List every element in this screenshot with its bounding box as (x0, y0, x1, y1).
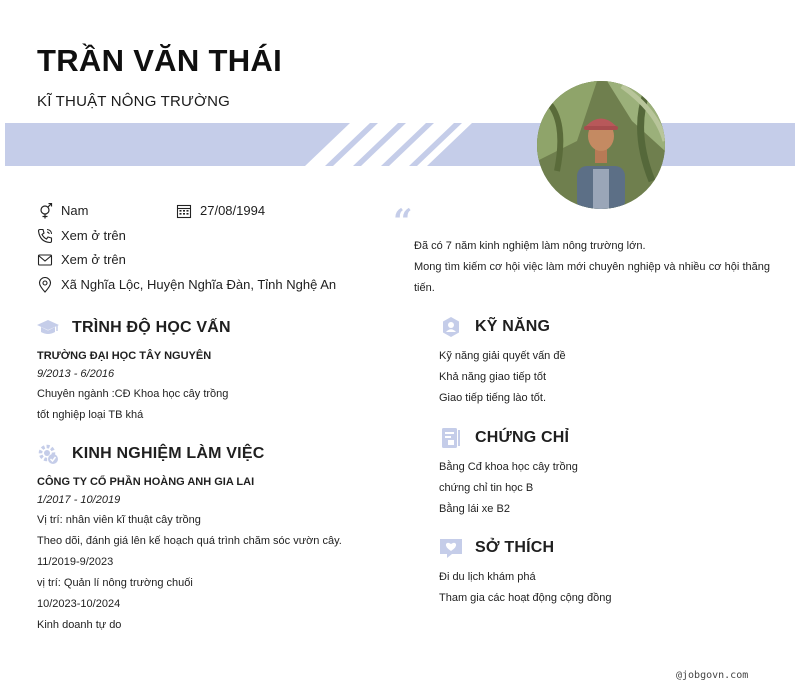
gear-check-icon (36, 442, 60, 466)
graduation-cap-icon (36, 316, 60, 340)
calendar-icon (175, 202, 192, 219)
email-icon (36, 251, 53, 268)
hobby-item: Đi du lịch khám phá (439, 571, 536, 583)
career-summary (414, 236, 770, 299)
experience-detail: 11/2019-9/2023 (37, 556, 114, 568)
birthday-value: 27/08/1994 (200, 203, 266, 218)
user-badge-icon (439, 315, 463, 339)
experience-detail: Vị trí: nhân viên kĩ thuật cây trồng (37, 514, 201, 526)
skill-item: Giao tiếp tiếng lào tốt. (439, 392, 547, 404)
watermark: @jobgovn.com (676, 670, 749, 681)
hobbies-heading (439, 536, 554, 560)
phone-value: Xem ở trên (61, 228, 126, 243)
certificates-heading (439, 426, 569, 450)
summary-line: Mong tìm kiếm cơ hội việc làm mới chuyên nghiệp và nhiều cơ hội thăng tiến. (414, 261, 770, 294)
hobbies-list (439, 567, 611, 609)
company-name: CÔNG TY CỔ PHẦN HOÀNG ANH GIA LAI (37, 476, 255, 488)
job-title: KĨ THUẬT NÔNG TRƯỜNG (37, 93, 231, 110)
experience-detail: vị trí: Quản lí nông trường chuối (37, 577, 193, 589)
contact-phone (36, 227, 126, 244)
skill-item: Kỹ năng giải quyết vấn đề (439, 350, 566, 362)
summary-line: Đã có 7 năm kinh nghiệm làm nông trường lớn. (414, 240, 646, 252)
contact-birthday (175, 202, 265, 219)
hobbies-title: SỞ THÍCH (475, 539, 555, 556)
gender-icon (36, 202, 53, 219)
quote-icon: “ (393, 202, 413, 242)
experience-detail: Kinh doanh tự do (37, 619, 122, 631)
education-detail: tốt nghiệp loại TB khá (37, 409, 144, 421)
skills-list (439, 346, 566, 409)
band-stripes (5, 123, 795, 166)
location-icon (36, 276, 53, 293)
phone-icon (36, 227, 53, 244)
contact-gender (36, 202, 88, 219)
experience-entry (37, 474, 377, 636)
heart-chat-icon (439, 536, 463, 560)
certificate-icon (439, 426, 463, 450)
gender-value: Nam (61, 203, 89, 218)
certificates-title: CHỨNG CHỈ (475, 429, 570, 446)
education-entry (37, 348, 377, 426)
education-heading (36, 316, 231, 340)
header-band (5, 123, 795, 166)
experience-heading (36, 442, 264, 466)
profile-photo (537, 81, 665, 209)
education-title: TRÌNH ĐỘ HỌC VẤN (72, 319, 231, 336)
skills-title: KỸ NĂNG (475, 318, 551, 335)
skill-item: Khả năng giao tiếp tốt (439, 371, 547, 383)
experience-period: 1/2017 - 10/2019 (37, 494, 121, 506)
address-value: Xã Nghĩa Lộc, Huyện Nghĩa Đàn, Tỉnh Nghệ An (61, 277, 337, 292)
experience-detail: Theo dõi, đánh giá lên kế hoạch quá trình chăm sóc vườn cây. (37, 535, 342, 547)
certificate-item: chứng chỉ tin học B (439, 482, 534, 494)
hobby-item: Tham gia các hoạt động cộng đồng (439, 592, 612, 604)
email-value: Xem ở trên (61, 252, 126, 267)
contact-email (36, 251, 126, 268)
experience-detail: 10/2023-10/2024 (37, 598, 121, 610)
certificate-item: Bằng Cđ khoa học cây trồng (439, 461, 578, 473)
school-name: TRƯỜNG ĐẠI HỌC TÂY NGUYÊN (37, 350, 212, 362)
skills-heading (439, 315, 550, 339)
certificates-list (439, 457, 578, 520)
certificate-item: Bằng lái xe B2 (439, 503, 510, 515)
contact-address (36, 276, 336, 293)
education-detail: Chuyên ngành :CĐ Khoa học cây trồng (37, 388, 229, 400)
candidate-name: TRẦN VĂN THÁI (37, 43, 282, 78)
education-period: 9/2013 - 6/2016 (37, 368, 115, 380)
experience-title: KINH NGHIỆM LÀM VIỆC (72, 445, 265, 462)
